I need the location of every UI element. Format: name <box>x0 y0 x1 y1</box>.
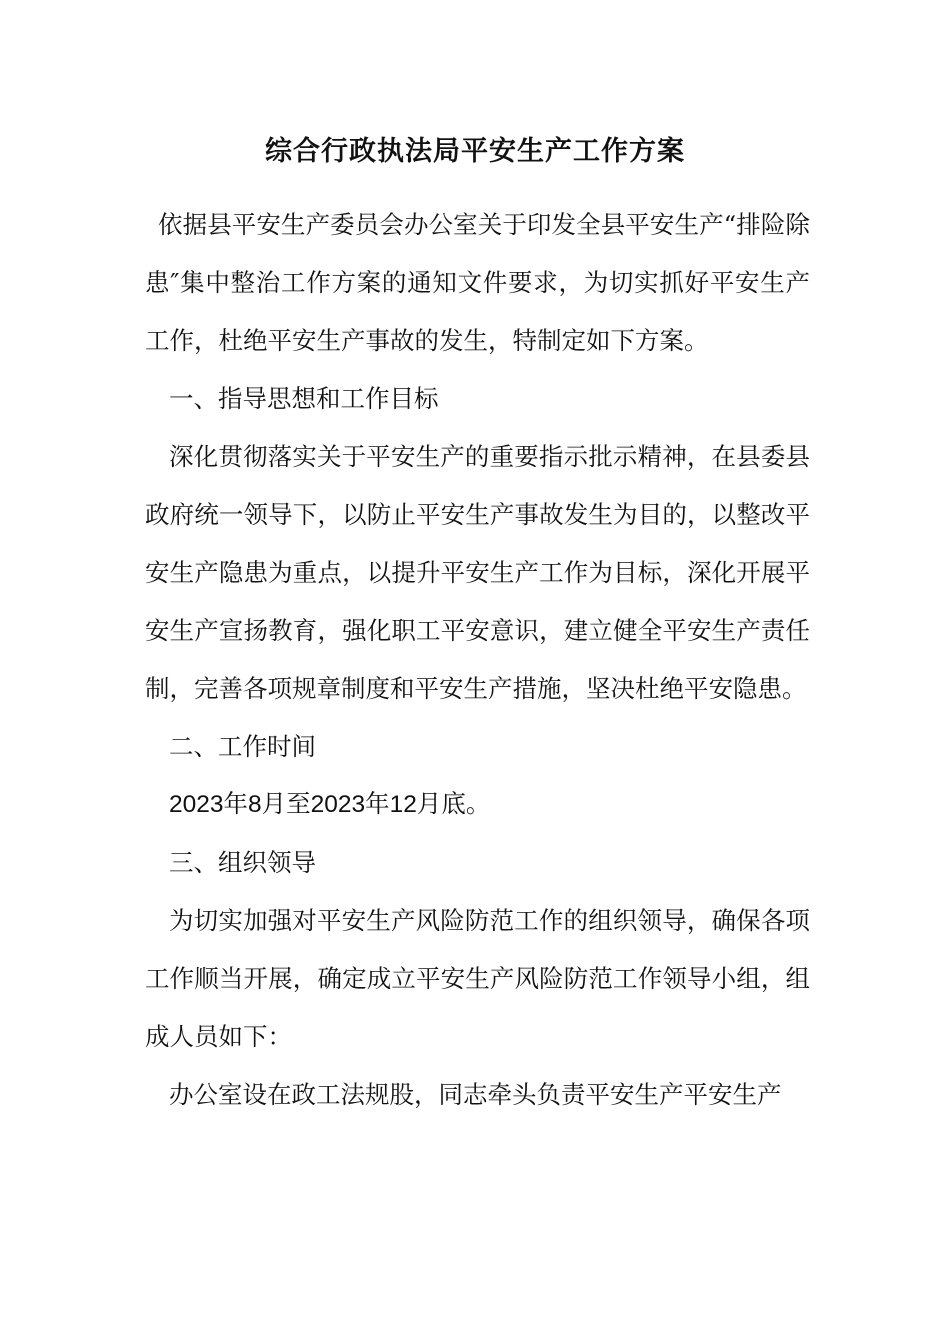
document-body <box>145 196 810 1124</box>
guiding-thought-paragraph: 深化贯彻落实关于平安生产的重要指示批示精神，在县委县政府统一领导下，以防止平安生产事故发生为目的，以整改平安生产隐患为重点，以提升平安生产工作为目标，深化开展平安生产宣扬教育，强化职工平安意识，建立健全平安生产责任制，完善各项规章制度和平安生产措施，坚决杜绝平安隐患。 <box>145 442 810 703</box>
section-heading-work-time: 二、工作时间 <box>169 732 316 761</box>
work-time-paragraph: 2023年8月至2023年12月底。 <box>169 791 491 818</box>
organization-paragraph: 为切实加强对平安生产风险防范工作的组织领导，确保各项工作顺当开展，确定成立平安生产风险防范工作领导小组，组成人员如下： <box>145 906 810 1051</box>
office-paragraph: 办公室设在政工法规股，同志牵头负责平安生产平安生产 <box>169 1080 782 1109</box>
section-heading-organization: 三、组织领导 <box>169 848 316 877</box>
section-heading-guiding-thought: 一、指导思想和工作目标 <box>169 384 439 413</box>
intro-paragraph: 依据县平安生产委员会办公室关于印发全县平安生产“排险除患″集中整治工作方案的通知文件要求，为切实抓好平安生产工作，杜绝平安生产事故的发生，特制定如下方案。 <box>145 210 810 355</box>
document-title: 综合行政执法局平安生产工作方案 <box>265 136 685 167</box>
